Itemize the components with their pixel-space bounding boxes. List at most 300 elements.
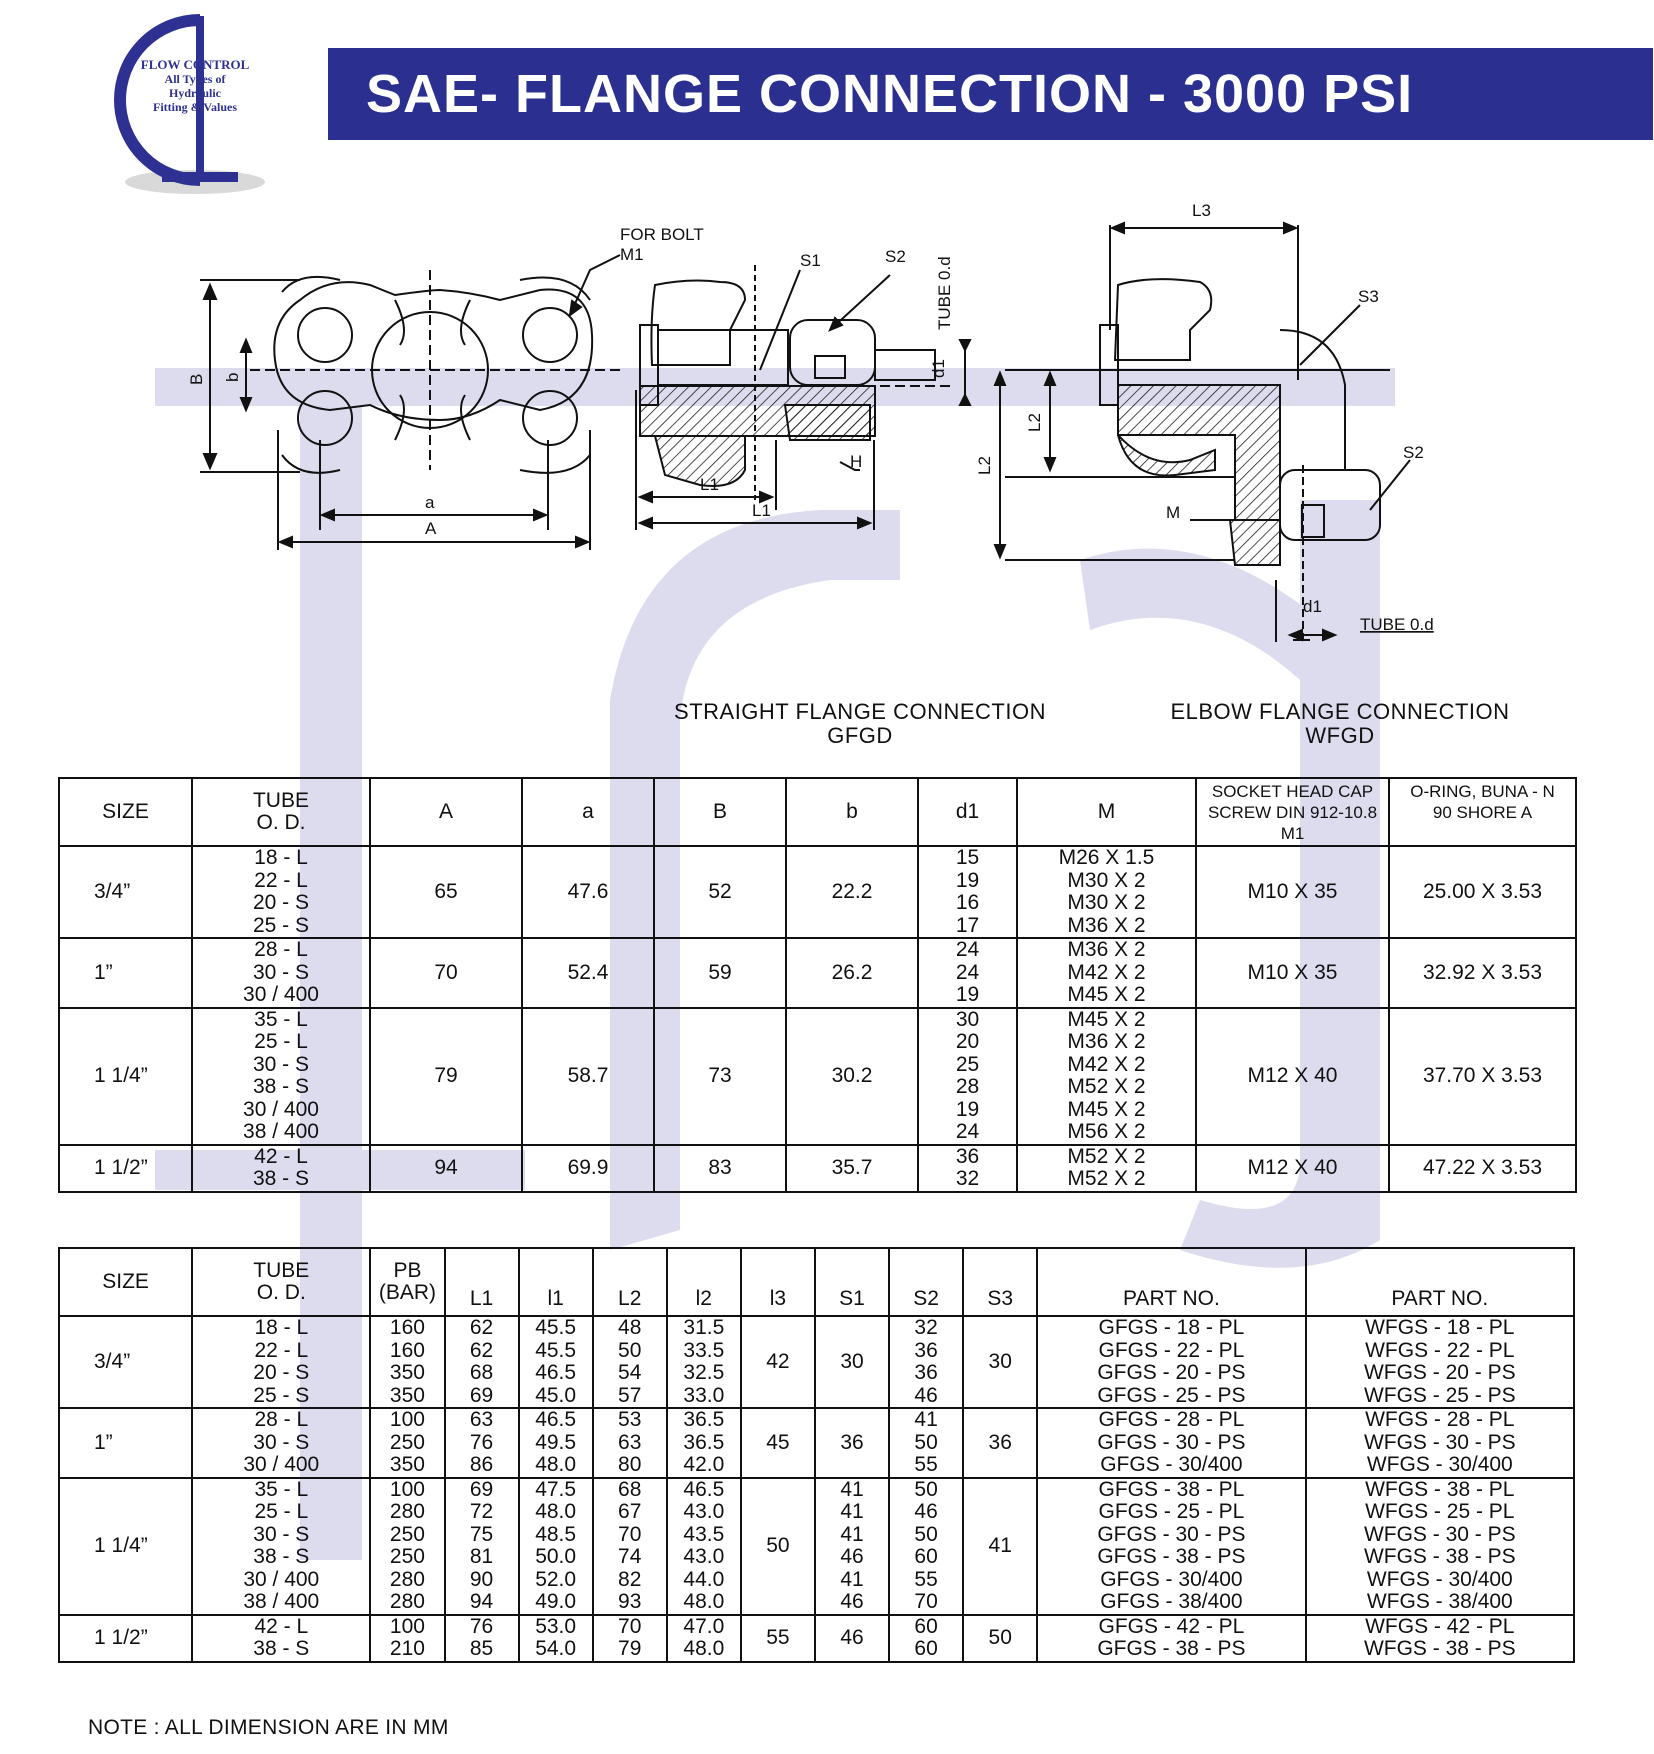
cell-line: 42 - L [254, 1144, 308, 1168]
label-s2-elbow: S2 [1403, 443, 1424, 462]
l2-cell [667, 1316, 741, 1408]
cell-line: 55 [914, 1453, 938, 1476]
header-oring [1389, 778, 1576, 846]
cell-line: 17 [955, 913, 980, 937]
header-A: A [370, 778, 522, 846]
S2-cell [889, 1316, 963, 1408]
screw-cell: M10 X 35 [1196, 846, 1389, 938]
oring-cell: 25.00 X 3.53 [1389, 846, 1576, 938]
B-cell: 73 [654, 1008, 786, 1145]
cell-line: WFGS - 30 - PS [1363, 1430, 1516, 1454]
M-cell [1017, 846, 1196, 938]
cell-line: 68 [469, 1361, 494, 1384]
label-M: M [1166, 503, 1181, 522]
table-row [59, 1316, 1574, 1408]
cell-line: 69 [469, 1477, 494, 1501]
header-size: SIZE [59, 1248, 192, 1316]
cell-line: 350 [389, 1383, 425, 1407]
cell-line: WFGS - 18 - PL [1365, 1316, 1515, 1339]
d1-cell [918, 1008, 1017, 1145]
size-cell: 1” [59, 1408, 192, 1478]
header-part-no-straight: PART NO. [1037, 1248, 1305, 1316]
cell-line: 38 / 400 [243, 1120, 319, 1143]
S1-cell: 30 [815, 1316, 889, 1408]
cell-line: 36 [955, 1144, 980, 1168]
S2-cell [889, 1408, 963, 1478]
elbow-caption [1125, 700, 1555, 748]
cell-line: WFGS - 25 - PL [1365, 1500, 1515, 1523]
S3-cell: 50 [963, 1615, 1037, 1662]
header-S2: S2 [889, 1248, 963, 1316]
cell-line: GFGS - 20 - PS [1097, 1361, 1246, 1384]
cell-line: 46.5 [535, 1408, 577, 1431]
cell-line: 43.0 [683, 1545, 725, 1568]
l1-cell [519, 1408, 593, 1478]
cell-line: 46 [914, 1383, 938, 1407]
cell-line: 43.0 [683, 1500, 725, 1523]
cell-line: M42 X 2 [1067, 960, 1146, 984]
footnote: NOTE : ALL DIMENSION ARE IN MM [88, 1716, 449, 1739]
cell-line: GFGS - 18 - PL [1098, 1316, 1245, 1339]
l1-cell [519, 1316, 593, 1408]
pb-cell [370, 1316, 444, 1408]
cell-line: 49.5 [535, 1430, 577, 1454]
cell-line: 28 - L [254, 938, 308, 961]
cell-line: 43.5 [683, 1522, 725, 1546]
cell-line: 280 [389, 1500, 425, 1523]
cell-line: M36 X 2 [1067, 913, 1146, 937]
l2-cell [667, 1408, 741, 1478]
tube-od-cell [192, 846, 370, 938]
S3-cell: 41 [963, 1478, 1037, 1615]
cell-line: 42.0 [683, 1453, 725, 1476]
cell-line: 41 [840, 1567, 864, 1591]
cell-line: 48.5 [535, 1522, 577, 1546]
cell-line: 350 [389, 1453, 425, 1476]
cell-line: 72 [469, 1500, 494, 1523]
cell-line: 100 [389, 1408, 425, 1431]
screw-cell: M12 X 40 [1196, 1145, 1389, 1192]
d1-cell [918, 1145, 1017, 1192]
pb-cell [370, 1408, 444, 1478]
size-cell: 1 1/2” [59, 1615, 192, 1662]
l3-cell: 42 [741, 1316, 815, 1408]
flange-plan-view [200, 255, 620, 550]
cell-line: 32 [914, 1316, 938, 1339]
header-l1: l1 [519, 1248, 593, 1316]
size-cell: 3/4” [59, 846, 192, 938]
header-tube-od [192, 1248, 370, 1316]
cell-line: 50 [618, 1338, 642, 1362]
pb-cell [370, 1615, 444, 1662]
cell-line: M45 X 2 [1067, 983, 1146, 1006]
l3-cell: 55 [741, 1615, 815, 1662]
cell-line: 46 [840, 1545, 864, 1568]
cell-line: 30 - S [253, 1430, 310, 1454]
a-cell: 69.9 [522, 1145, 654, 1192]
label-s3: S3 [1358, 287, 1379, 306]
cell-line: GFGS - 30/400 [1100, 1453, 1243, 1476]
cell-line: 30 [955, 1007, 980, 1031]
part2-cell [1306, 1316, 1574, 1408]
cell-line: 30 - S [252, 960, 310, 984]
cell-line: 25 - L [254, 1500, 309, 1523]
screw-cell: M10 X 35 [1196, 938, 1389, 1008]
cell-line: 32 [955, 1167, 980, 1190]
b-cell: 26.2 [786, 938, 918, 1008]
label-d1-elbow: d1 [1303, 597, 1322, 616]
title-banner [328, 48, 1653, 140]
header-line: O-RING, BUNA - N [1410, 782, 1555, 801]
cell-line: WFGS - 42 - PL [1365, 1614, 1515, 1638]
caption-line: STRAIGHT FLANGE CONNECTION [674, 699, 1046, 724]
label-tube-od: TUBE 0.d [935, 256, 954, 330]
part1-cell [1037, 1615, 1305, 1662]
cell-line: 160 [389, 1338, 425, 1362]
header-S3: S3 [963, 1248, 1037, 1316]
L1-cell [445, 1615, 519, 1662]
label-L1-outer: L1 [752, 501, 771, 520]
cell-line: 69 [469, 1383, 494, 1407]
cell-line: 18 - L [254, 1316, 309, 1339]
cell-line: 50 [914, 1430, 938, 1454]
dimension-table [58, 777, 1577, 1193]
M-cell [1017, 938, 1196, 1008]
label-tube-od-elbow: TUBE 0.d [1360, 615, 1434, 634]
cell-line: 35 - L [254, 1007, 308, 1031]
part2-cell [1306, 1478, 1574, 1615]
cell-line: 33.5 [683, 1338, 725, 1362]
cell-line: 46 [914, 1500, 938, 1523]
pb-cell [370, 1478, 444, 1615]
cell-line: 70 [618, 1522, 642, 1546]
cell-line: 46.5 [683, 1477, 725, 1501]
header-line: (BAR) [378, 1281, 437, 1304]
label-L1-inner: L1 [700, 475, 719, 494]
tube-cell [192, 1615, 370, 1662]
header-tube-od [192, 778, 370, 846]
cell-line: WFGS - 28 - PL [1365, 1408, 1515, 1431]
cell-line: 48.0 [535, 1500, 577, 1523]
oring-cell: 32.92 X 3.53 [1389, 938, 1576, 1008]
cell-line: GFGS - 25 - PL [1098, 1500, 1245, 1523]
cell-line: 38 - S [253, 1637, 310, 1660]
cell-line: 41 [840, 1477, 864, 1501]
cell-line: 76 [469, 1614, 494, 1638]
cell-line: 18 - L [254, 846, 308, 869]
cell-line: 76 [469, 1430, 494, 1454]
header-M: M [1017, 778, 1196, 846]
cell-line: 47.5 [535, 1477, 577, 1501]
label-b: b [223, 372, 242, 382]
cell-line: 80 [618, 1453, 642, 1476]
cell-line: 210 [389, 1637, 425, 1660]
cell-line: WFGS - 30 - PS [1363, 1522, 1516, 1546]
cell-line: 47.0 [683, 1614, 725, 1638]
cell-line: WFGS - 20 - PS [1363, 1361, 1516, 1384]
cell-line: 100 [389, 1614, 425, 1638]
cell-line: 41 [914, 1408, 938, 1431]
header-a: a [522, 778, 654, 846]
A-cell: 65 [370, 846, 522, 938]
label-d1: d1 [929, 359, 948, 378]
cell-line: 45.5 [535, 1338, 577, 1362]
cell-line: 81 [469, 1545, 494, 1568]
S2-cell [889, 1478, 963, 1615]
cell-line: M52 X 2 [1067, 1075, 1146, 1098]
company-logo [100, 14, 280, 204]
cell-line: GFGS - 38 - PL [1098, 1477, 1245, 1501]
label-L3: L3 [1192, 201, 1211, 220]
b-cell: 22.2 [786, 846, 918, 938]
size-cell: 1 1/4” [59, 1478, 192, 1615]
logo-text [130, 58, 260, 114]
cell-line: 54 [618, 1361, 642, 1384]
cell-line: 25 - S [252, 913, 310, 937]
tube-cell [192, 1316, 370, 1408]
L2-cell [593, 1615, 667, 1662]
part2-cell [1306, 1615, 1574, 1662]
table-header-row [59, 1248, 1574, 1316]
cell-line: WFGS - 38/400 [1366, 1590, 1513, 1613]
cell-line: 50 [914, 1477, 938, 1501]
cell-line: 74 [618, 1545, 642, 1568]
table-row [59, 1008, 1576, 1145]
L1-cell [445, 1408, 519, 1478]
S3-cell: 36 [963, 1408, 1037, 1478]
header-L2: L2 [593, 1248, 667, 1316]
cell-line: M30 X 2 [1067, 868, 1146, 892]
part1-cell [1037, 1478, 1305, 1615]
L2-cell [593, 1408, 667, 1478]
cell-line: 350 [389, 1361, 425, 1384]
cell-line: 100 [389, 1477, 425, 1501]
cell-line: 63 [618, 1430, 642, 1454]
cell-line: 22 - L [254, 868, 308, 892]
technical-drawings [0, 190, 1654, 670]
cell-line: 45.0 [535, 1383, 577, 1407]
cell-line: 41 [840, 1522, 864, 1546]
cell-line: 79 [618, 1637, 642, 1660]
cell-line: 70 [618, 1614, 642, 1638]
header-b: b [786, 778, 918, 846]
cell-line: 36.5 [683, 1430, 725, 1454]
tube-od-cell [192, 938, 370, 1008]
cell-line: 30 / 400 [243, 1453, 320, 1476]
cell-line: 50 [914, 1522, 938, 1546]
A-cell: 79 [370, 1008, 522, 1145]
header-part-no-elbow: PART NO. [1306, 1248, 1574, 1316]
elbow-connection-view [995, 223, 1410, 642]
caption-line: WFGD [1305, 723, 1375, 748]
cell-line: 36 [914, 1361, 938, 1384]
S3-cell: 30 [963, 1316, 1037, 1408]
label-s1: S1 [800, 251, 821, 270]
table-row [59, 1478, 1574, 1615]
header-pb [370, 1248, 444, 1316]
cell-line: 54.0 [535, 1637, 577, 1660]
header-line: 90 SHORE A [1432, 803, 1533, 822]
size-cell: 3/4” [59, 1316, 192, 1408]
cell-line: 46 [840, 1590, 864, 1613]
cell-line: 86 [469, 1453, 494, 1476]
tube-cell [192, 1408, 370, 1478]
l1-cell [519, 1615, 593, 1662]
cell-line: M56 X 2 [1067, 1120, 1146, 1143]
cell-line: 48.0 [535, 1453, 577, 1476]
cell-line: M52 X 2 [1067, 1167, 1146, 1190]
cell-line: M42 X 2 [1067, 1052, 1146, 1076]
table-row [59, 1615, 1574, 1662]
S1-cell: 46 [815, 1615, 889, 1662]
cell-line: 30 - S [252, 1052, 310, 1076]
cell-line: 250 [389, 1522, 425, 1546]
B-cell: 52 [654, 846, 786, 938]
l3-cell: 45 [741, 1408, 815, 1478]
size-cell: 1 1/2” [59, 1145, 192, 1192]
cell-line: WFGS - 30/400 [1366, 1567, 1513, 1591]
header-line: O. D. [256, 1281, 306, 1304]
table-row [59, 1145, 1576, 1192]
cell-line: WFGS - 38 - PS [1363, 1637, 1516, 1660]
cell-line: 19 [955, 868, 980, 892]
tube-od-cell [192, 1008, 370, 1145]
cell-line: 50.0 [535, 1545, 577, 1568]
cell-line: 19 [955, 1097, 980, 1121]
screw-cell: M12 X 40 [1196, 1008, 1389, 1145]
cell-line: GFGS - 30 - PS [1097, 1430, 1246, 1454]
S1-cell: 36 [815, 1408, 889, 1478]
cell-line: GFGS - 42 - PL [1098, 1614, 1245, 1638]
cell-line: 48.0 [683, 1590, 725, 1613]
cell-line: M45 X 2 [1067, 1097, 1146, 1121]
cell-line: 63 [469, 1408, 494, 1431]
cell-line: GFGS - 22 - PL [1098, 1338, 1245, 1362]
table-row [59, 1408, 1574, 1478]
cell-line: 49.0 [535, 1590, 577, 1613]
header-line: TUBE [253, 1258, 310, 1282]
header-line: O. D. [256, 811, 306, 834]
M-cell [1017, 1008, 1196, 1145]
cell-line: 68 [618, 1477, 642, 1501]
logo-line: FLOW CONTROL [140, 57, 250, 72]
cell-line: 93 [618, 1590, 642, 1613]
cell-line: 85 [469, 1637, 494, 1660]
straight-caption [630, 700, 1090, 748]
L2-cell [593, 1316, 667, 1408]
L2-cell [593, 1478, 667, 1615]
cell-line: 38 - S [252, 1167, 310, 1190]
cell-line: 62 [469, 1338, 494, 1362]
label-A: A [425, 519, 437, 538]
header-l2: l2 [667, 1248, 741, 1316]
header-S1: S1 [815, 1248, 889, 1316]
header-line: SCREW DIN 912-10.8 [1207, 802, 1378, 822]
cell-line: 57 [618, 1383, 642, 1407]
a-cell: 52.4 [522, 938, 654, 1008]
table-row [59, 938, 1576, 1008]
cell-line: 45.5 [535, 1316, 577, 1339]
label-a: a [425, 493, 435, 512]
tube-od-cell [192, 1145, 370, 1192]
label-L2: L2 [975, 456, 994, 475]
cell-line: GFGS - 38/400 [1100, 1590, 1243, 1613]
straight-connection-view [636, 265, 970, 530]
cell-line: 46.5 [535, 1361, 577, 1384]
cell-line: 42 - L [254, 1614, 309, 1638]
cell-line: GFGS - 30/400 [1100, 1567, 1243, 1591]
cell-line: GFGS - 38 - PS [1097, 1637, 1246, 1660]
label-H: H [850, 452, 863, 471]
cell-line: 38 - S [253, 1545, 310, 1568]
L1-cell [445, 1478, 519, 1615]
cell-line: 24 [955, 960, 980, 984]
size-cell: 1” [59, 938, 192, 1008]
cell-line: 70 [914, 1590, 938, 1613]
header-screw [1196, 778, 1389, 846]
cell-line: 75 [469, 1522, 494, 1546]
cell-line: 28 [955, 1075, 980, 1098]
part-number-table [58, 1247, 1575, 1663]
S2-cell [889, 1615, 963, 1662]
cell-line: GFGS - 25 - PS [1097, 1383, 1246, 1407]
cell-line: 48 [618, 1316, 642, 1339]
a-cell: 47.6 [522, 846, 654, 938]
table-row [59, 846, 1576, 938]
cell-line: WFGS - 38 - PL [1365, 1477, 1515, 1501]
d1-cell [918, 938, 1017, 1008]
header-d1: d1 [918, 778, 1017, 846]
cell-line: 20 [955, 1030, 980, 1053]
cell-line: 82 [618, 1567, 642, 1591]
cell-line: 24 [955, 1120, 980, 1143]
table-header-row [59, 778, 1576, 846]
cell-line: 60 [914, 1637, 938, 1660]
header-line: TUBE [252, 788, 309, 812]
cell-line: 55 [914, 1567, 938, 1591]
page-title: SAE- FLANGE CONNECTION - 3000 PSI [366, 64, 1414, 124]
d1-cell [918, 846, 1017, 938]
header-L1: L1 [445, 1248, 519, 1316]
cell-line: 90 [469, 1567, 494, 1591]
cell-line: 280 [389, 1567, 425, 1591]
cell-line: WFGS - 38 - PS [1363, 1545, 1516, 1568]
oring-cell: 37.70 X 3.53 [1389, 1008, 1576, 1145]
cell-line: 38 - S [252, 1075, 310, 1098]
header-line: PB [393, 1258, 422, 1282]
label-for-bolt: FOR BOLT [620, 225, 704, 244]
cell-line: 38 / 400 [243, 1590, 320, 1613]
cell-line: 280 [389, 1590, 425, 1613]
cell-line: GFGS - 28 - PL [1098, 1408, 1245, 1431]
cell-line: 52.0 [535, 1567, 577, 1591]
cell-line: GFGS - 30 - PS [1097, 1522, 1246, 1546]
cell-line: 160 [389, 1316, 425, 1339]
cell-line: 36 [914, 1338, 938, 1362]
b-cell: 30.2 [786, 1008, 918, 1145]
cell-line: 60 [914, 1614, 938, 1638]
S1-cell [815, 1478, 889, 1615]
header-B: B [654, 778, 786, 846]
logo-line: All Types of [164, 72, 226, 86]
header-l3: l3 [741, 1248, 815, 1316]
cell-line: 250 [389, 1545, 425, 1568]
cell-line: M45 X 2 [1067, 1007, 1146, 1031]
part2-cell [1306, 1408, 1574, 1478]
label-s2: S2 [885, 247, 906, 266]
cell-line: 53.0 [535, 1614, 577, 1638]
header-line: SOCKET HEAD CAP [1211, 781, 1374, 801]
